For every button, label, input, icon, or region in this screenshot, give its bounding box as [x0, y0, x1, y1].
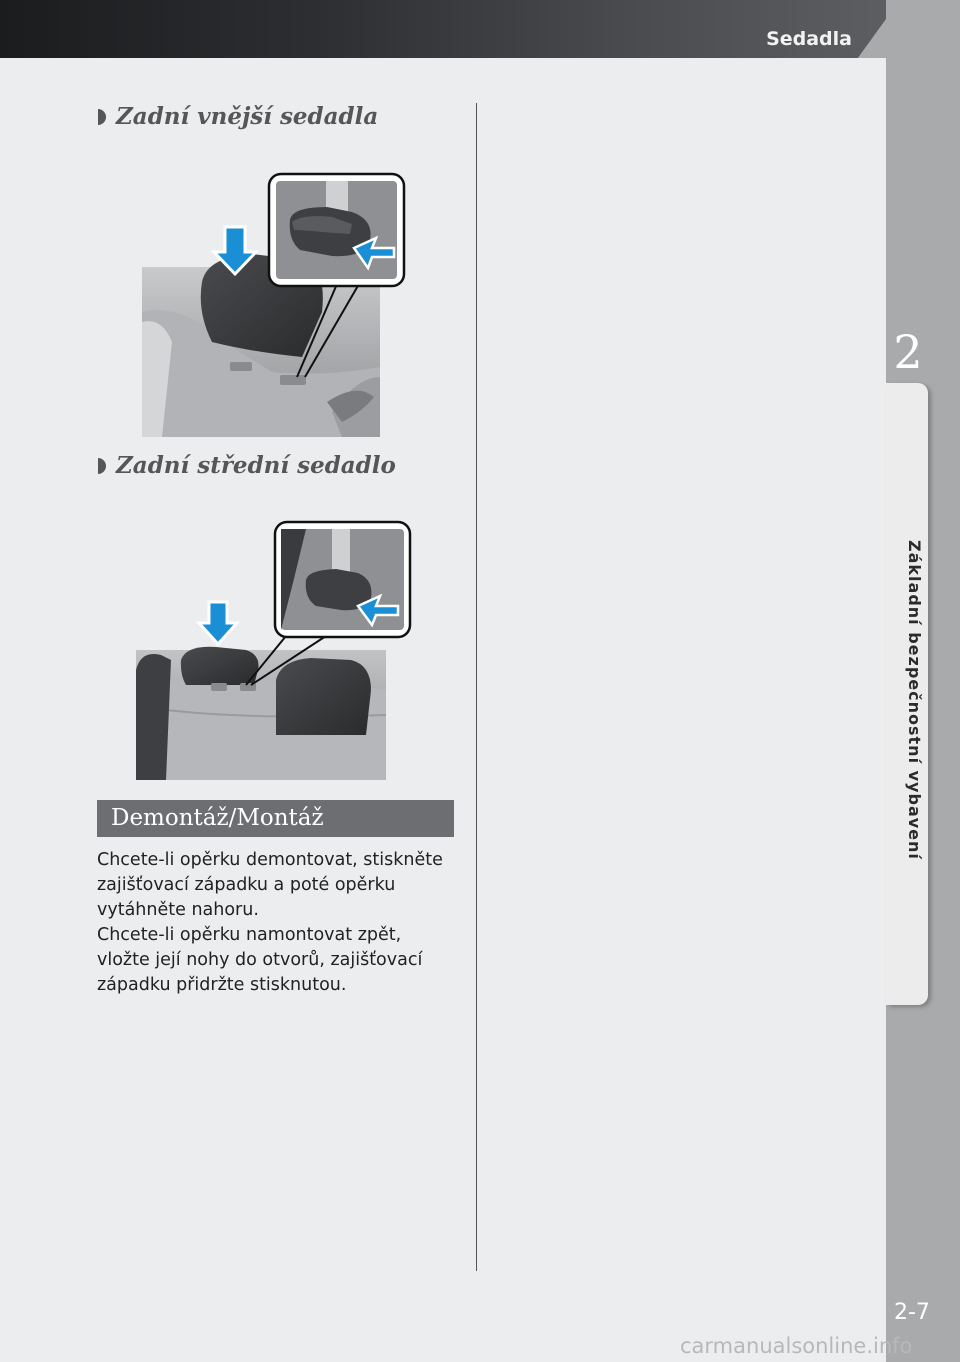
page-number: 2-7: [894, 1300, 930, 1325]
body-line: zajišťovací západku a poté opěrku: [97, 875, 396, 895]
center-seat-illustration: [136, 520, 414, 782]
body-line: Chcete-li opěrku demontovat, stiskněte: [97, 850, 443, 870]
bullet-marker: [98, 109, 106, 125]
bullet-marker: [98, 458, 106, 474]
chapter-label: Základní bezpečnostní vybavení: [905, 540, 924, 860]
header-bar: [0, 0, 900, 58]
outer-seat-illustration: [142, 172, 407, 437]
watermark: carmanualsonline.info: [680, 1334, 913, 1358]
subheading-center-seat: [98, 452, 396, 479]
down-arrow-icon: [199, 602, 237, 644]
subheading-outer-seats: [98, 103, 378, 130]
subheading-text: Zadní vnější sedadla: [116, 103, 379, 130]
body-line: Chcete-li opěrku namontovat zpět,: [97, 925, 402, 945]
body-line: vytáhněte nahoru.: [97, 900, 259, 920]
body-line: západku přidržte stisknutou.: [97, 975, 347, 995]
section-title: Sedadla: [766, 28, 852, 50]
body-paragraph: [97, 848, 462, 998]
column-divider: [476, 103, 477, 1271]
chapter-number: 2: [893, 325, 923, 379]
body-line: vložte její nohy do otvorů, zajišťovací: [97, 950, 423, 970]
subheading-text: Zadní střední sedadlo: [116, 452, 396, 479]
section-header-title: Demontáž/Montáž: [111, 805, 324, 831]
section-header-bar: [97, 800, 454, 837]
